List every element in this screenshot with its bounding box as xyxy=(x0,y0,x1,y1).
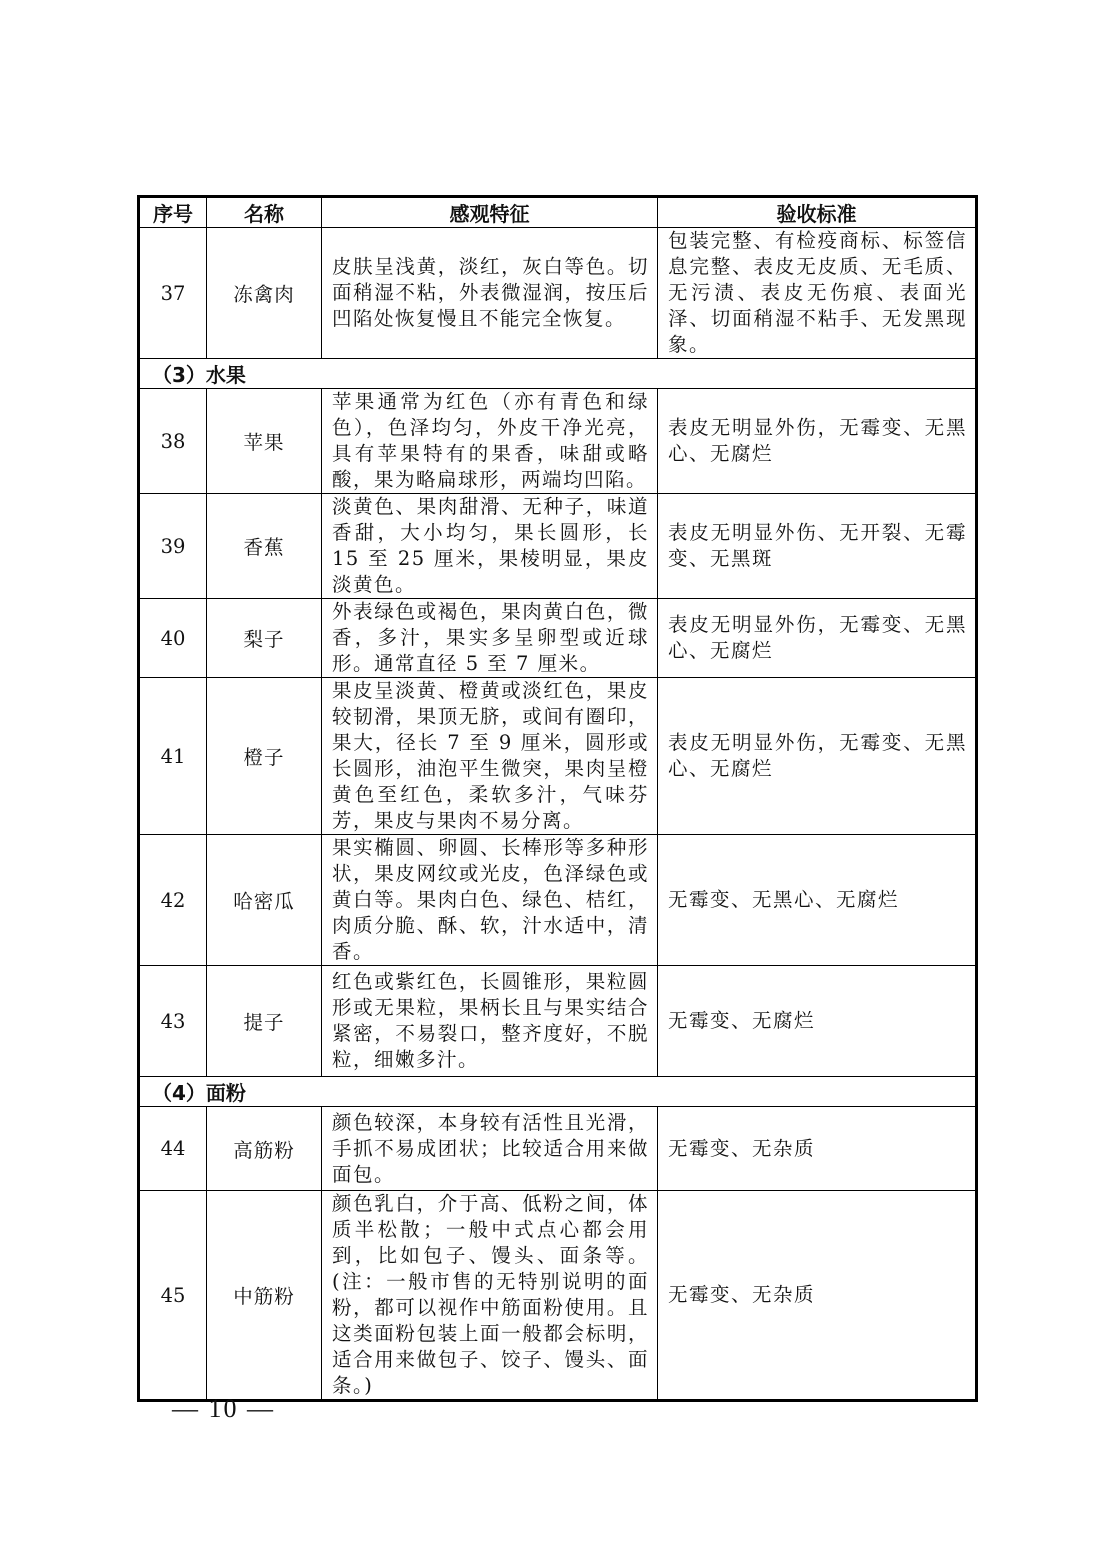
header-serial-number: 序号 xyxy=(139,197,207,228)
page-number: — 10 — xyxy=(172,1394,275,1423)
table-row xyxy=(139,835,977,966)
row-item-name: 橙子 xyxy=(207,678,322,835)
table-row xyxy=(139,494,977,599)
row-item-name: 香蕉 xyxy=(207,494,322,599)
row-serial-number: 45 xyxy=(139,1191,207,1401)
row-acceptance-standard: 表皮无明显外伤，无霉变、无黑心、无腐烂 xyxy=(658,389,977,494)
row-serial-number: 41 xyxy=(139,678,207,835)
row-item-name: 提子 xyxy=(207,966,322,1077)
row-serial-number: 42 xyxy=(139,835,207,966)
row-sensory-features: 果实椭圆、卵圆、长棒形等多种形状，果皮网纹或光皮，色泽绿色或黄白等。果肉白色、绿色、桔红，肉质分脆、酥、软，汁水适中，清香。 xyxy=(322,835,658,966)
section-row xyxy=(139,359,977,389)
row-acceptance-standard: 无霉变、无杂质 xyxy=(658,1107,977,1191)
row-item-name: 梨子 xyxy=(207,599,322,678)
section-title-flour: （4）面粉 xyxy=(139,1077,977,1107)
row-sensory-features: 果皮呈淡黄、橙黄或淡红色，果皮较韧滑，果顶无脐，或间有圈印，果大，径长 7 至 9 厘米，圆形或长圆形，油泡平生微突，果肉呈橙黄色至红色，柔软多汁，气味芬芳，果皮与果肉不易分离。 xyxy=(322,678,658,835)
section-row xyxy=(139,1077,977,1107)
row-sensory-features: 皮肤呈浅黄，淡红，灰白等色。切面稍湿不粘，外表微湿润，按压后凹陷处恢复慢且不能完全恢复。 xyxy=(322,228,658,359)
section-title-fruit: （3）水果 xyxy=(139,359,977,389)
table-row xyxy=(139,389,977,494)
table-row xyxy=(139,1107,977,1191)
table-header-row xyxy=(139,197,977,228)
table-row xyxy=(139,678,977,835)
table-row xyxy=(139,228,977,359)
row-acceptance-standard: 表皮无明显外伤，无霉变、无黑心、无腐烂 xyxy=(658,678,977,835)
row-item-name: 高筋粉 xyxy=(207,1107,322,1191)
row-sensory-features: 苹果通常为红色（亦有青色和绿色），色泽均匀，外皮干净光亮，具有苹果特有的果香，味甜或略酸，果为略扁球形，两端均凹陷。 xyxy=(322,389,658,494)
table-row xyxy=(139,966,977,1077)
row-item-name: 中筋粉 xyxy=(207,1191,322,1401)
row-serial-number: 37 xyxy=(139,228,207,359)
header-sensory-features: 感观特征 xyxy=(322,197,658,228)
row-acceptance-standard: 无霉变、无杂质 xyxy=(658,1191,977,1401)
row-serial-number: 44 xyxy=(139,1107,207,1191)
row-serial-number: 38 xyxy=(139,389,207,494)
header-name: 名称 xyxy=(207,197,322,228)
row-item-name: 冻禽肉 xyxy=(207,228,322,359)
row-acceptance-standard: 无霉变、无黑心、无腐烂 xyxy=(658,835,977,966)
row-serial-number: 39 xyxy=(139,494,207,599)
table-row xyxy=(139,1191,977,1401)
row-serial-number: 43 xyxy=(139,966,207,1077)
row-sensory-features: 颜色乳白，介于高、低粉之间，体质半松散；一般中式点心都会用到，比如包子、馒头、面条等。(注：一般市售的无特别说明的面粉，都可以视作中筋面粉使用。且这类面粉包装上面一般都会标明，适合用来做包子、饺子、馒头、面条。) xyxy=(322,1191,658,1401)
row-acceptance-standard: 表皮无明显外伤、无开裂、无霉变、无黑斑 xyxy=(658,494,977,599)
row-sensory-features: 红色或紫红色，长圆锥形，果粒圆形或无果粒，果柄长且与果实结合紧密，不易裂口，整齐度好，不脱粒，细嫩多汁。 xyxy=(322,966,658,1077)
row-acceptance-standard: 包装完整、有检疫商标、标签信息完整、表皮无皮质、无毛质、无污渍、表皮无伤痕、表面光泽、切面稍湿不粘手、无发黑现象。 xyxy=(658,228,977,359)
row-sensory-features: 外表绿色或褐色，果肉黄白色，微香，多汁，果实多呈卵型或近球形。通常直径 5 至 7 厘米。 xyxy=(322,599,658,678)
row-acceptance-standard: 表皮无明显外伤，无霉变、无黑心、无腐烂 xyxy=(658,599,977,678)
row-sensory-features: 颜色较深，本身较有活性且光滑，手抓不易成团状；比较适合用来做面包。 xyxy=(322,1107,658,1191)
row-item-name: 苹果 xyxy=(207,389,322,494)
inspection-table xyxy=(137,195,978,1402)
row-item-name: 哈密瓜 xyxy=(207,835,322,966)
row-sensory-features: 淡黄色、果肉甜滑、无种子，味道香甜，大小均匀，果长圆形，长 15 至 25 厘米，果棱明显，果皮淡黄色。 xyxy=(322,494,658,599)
table-row xyxy=(139,599,977,678)
header-acceptance-standard: 验收标准 xyxy=(658,197,977,228)
row-acceptance-standard: 无霉变、无腐烂 xyxy=(658,966,977,1077)
row-serial-number: 40 xyxy=(139,599,207,678)
